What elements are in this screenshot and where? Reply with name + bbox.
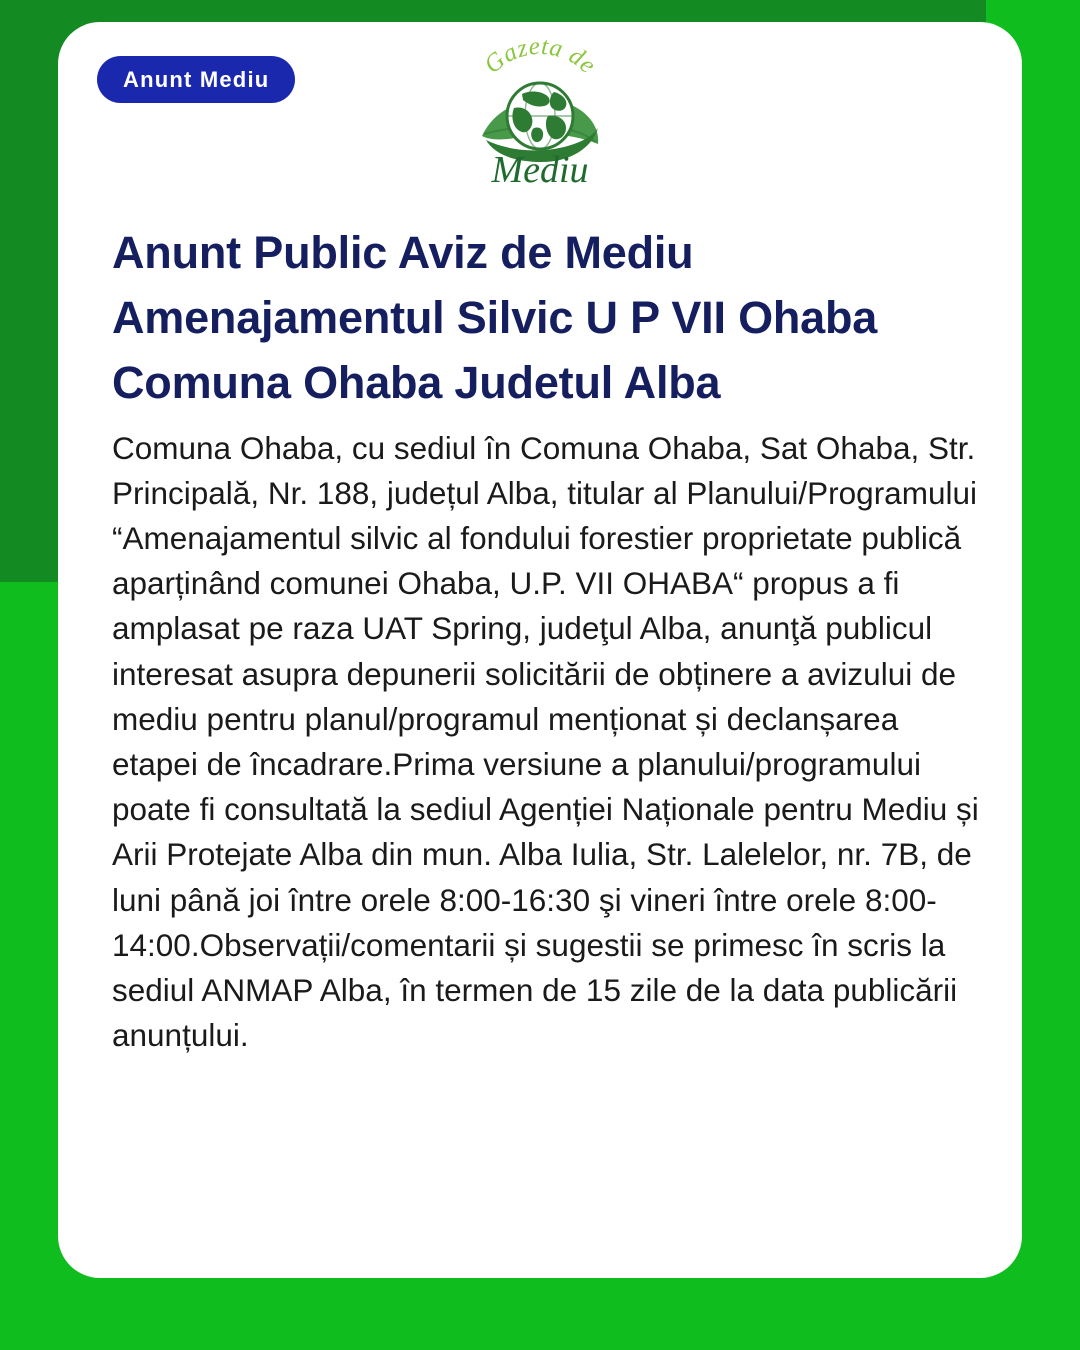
brand-logo (466, 32, 614, 184)
category-badge[interactable] (97, 56, 295, 103)
announcement-card (58, 22, 1022, 1278)
category-badge-label: Anunt Mediu (123, 66, 270, 92)
svg-text:Gazeta de: Gazeta de (479, 32, 602, 80)
announcement-body-text: Comuna Ohaba, cu sediul în Comuna Ohaba, Sat Ohaba, Str. Principală, Nr. 188, județul Alba, titular al Planului/Programului “Amenajamentul silvic al fondului forestier proprietate publică aparținând comunei Ohaba, U.P. VII OHABA“ propus a fi amplasat pe raza UAT Spring, judeţul Alba, anunţă publicul interesat asupra depunerii solicitării de obținere a avizului de mediu pentru planul/programul menționat și declanșarea etapei de încadrare.Prima versiune a planului/programului poate fi consultată la sediul Agenției Naționale pentru Mediu și Arii Protejate Alba din mun. Alba Iulia, Str. Lalelelor, nr. 7B, de luni până joi între orele 8:00-16:30 şi vineri între orele 8:00-14:00.Observații/comentarii și sugestii se primesc în scris la sediul ANMAP Alba, în termen de 15 zile de la data publicării anunțului. (112, 429, 986, 1054)
page-title: Anunt Public Aviz de Mediu Amenajamentul Silvic U P VII Ohaba Comuna Ohaba Judetul Alba (112, 227, 878, 409)
svg-text:Mediu: Mediu (491, 149, 589, 184)
card-header (58, 22, 1022, 182)
